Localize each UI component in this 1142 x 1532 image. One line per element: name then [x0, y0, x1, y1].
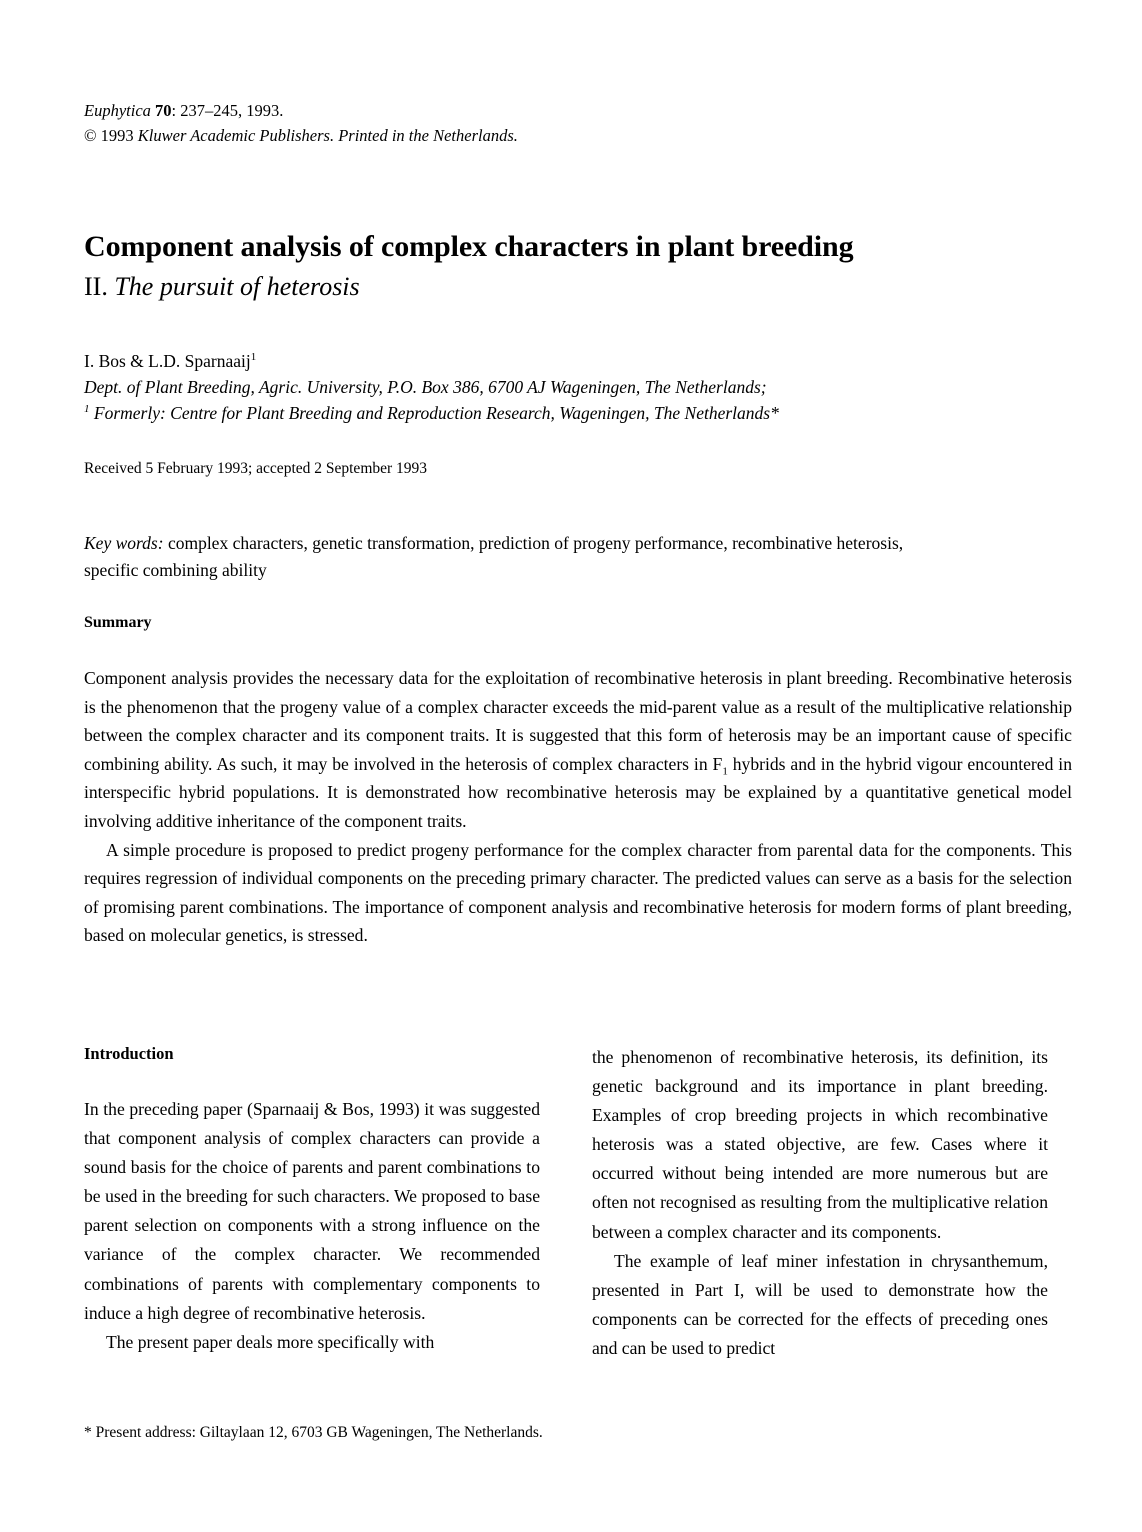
affiliation-marker: 1: [84, 403, 90, 416]
f1-subscript: 1: [722, 765, 728, 778]
copyright-line: [84, 123, 784, 148]
summary-p1-part-a: Component analysis provides the necessary data for the exploitation of recombinative heterosis in plant breeding. Recombinative heterosis is the phenomenon that the progeny value of a complex character exceeds the mid-parent value as a result of the multiplicative relationship between the complex character and its component traits. It is suggested that this form of heterosis may be an important cause of specific combining ability. As such, it may be involved in the heterosis of complex characters in F: [84, 668, 1072, 774]
journal-name: Euphytica: [84, 101, 151, 120]
affiliation-secondary-text: Formerly: Centre for Plant Breeding and Reproduction Research, Wageningen, The Netherlands*: [93, 403, 779, 423]
journal-header: [84, 98, 784, 148]
introduction-heading: Introduction: [84, 1044, 174, 1063]
part-number: II.: [84, 272, 108, 301]
affiliation-secondary: [84, 400, 1004, 426]
author-names: [84, 348, 1004, 374]
intro-paragraph-1: In the preceding paper (Sparnaaij & Bos, 1993) it was suggested that component analysis of complex characters can provide a sound basis for the choice of parents and parent combinations to be used in the breeding for such characters. We proposed to base parent selection on components with a strong influence on the variance of the complex character. We recommended combinations of parents with complementary components to induce a high degree of recombinative heterosis.: [84, 1099, 540, 1323]
summary-body: [84, 664, 1072, 950]
copyright-symbol: ©: [84, 126, 97, 145]
body-column-left: [84, 1043, 540, 1357]
copyright-publisher: Kluwer Academic Publishers. Printed in the Netherlands.: [137, 126, 518, 145]
summary-heading: Summary: [84, 614, 152, 631]
footnote: * Present address: Giltaylaan 12, 6703 GB Wageningen, The Netherlands.: [84, 1424, 543, 1441]
summary-paragraph-1: [84, 664, 1072, 836]
article-subtitle: [84, 270, 984, 304]
keywords-text: complex characters, genetic transformation, prediction of progeny performance, recombinative heterosis, specific combining ability: [84, 533, 904, 580]
copyright-year: 1993: [100, 126, 134, 145]
journal-volume: 70: [155, 101, 172, 120]
journal-citation-line: [84, 98, 784, 123]
right-paragraph-1: the phenomenon of recombinative heterosis, its definition, its genetic background and its importance in plant breeding. Examples of crop breeding projects in which recombinative heterosis was a stated objective, are few. Cases where it occurred without being intended are more numerous but are often not recognised as resulting from the multiplicative relation between a complex character and its components.: [592, 1047, 1048, 1242]
right-paragraph-2: The example of leaf miner infestation in chrysanthemum, presented in Part I, will be used to demonstrate how the components can be corrected for the effects of preceding ones and can be used to predict: [592, 1250, 1048, 1358]
author-names-text: I. Bos & L.D. Sparnaaij: [84, 351, 251, 371]
author-block: [84, 348, 1004, 426]
page-title: Component analysis of complex characters in plant breeding: [84, 230, 854, 263]
affiliation-primary: Dept. of Plant Breeding, Agric. University, P.O. Box 386, 6700 AJ Wageningen, The Netherlands;: [84, 377, 767, 397]
author-affiliation-marker: 1: [250, 351, 257, 364]
keywords: [84, 530, 954, 584]
summary-paragraph-2: A simple procedure is proposed to predict progeny performance for the complex character from parental data for the components. This requires regression of individual components on the preceding primary character. The predicted values can serve as a basis for the selection of promising parent combinations. The importance of component analysis and recombinative heterosis for modern forms of plant breeding, based on molecular genetics, is stressed.: [84, 839, 1072, 946]
title-block: [84, 228, 984, 304]
intro-paragraph-2: The present paper deals more specifically with: [106, 1331, 435, 1352]
journal-pages-year: : 237–245, 1993.: [171, 101, 284, 120]
received-date: Received 5 February 1993; accepted 2 September 1993: [84, 460, 428, 477]
summary-p1-part-b: hybrids and in the hybrid vigour encountered in interspecific hybrid populations. It is demonstrated how recombinative heterosis may be explained by a quantitative genetical model involving additive inheritance of the component traits.: [84, 753, 1072, 831]
body-column-right: [592, 1043, 1048, 1363]
keywords-label: Key words:: [84, 533, 164, 553]
subtitle-text: The pursuit of heterosis: [114, 272, 360, 301]
